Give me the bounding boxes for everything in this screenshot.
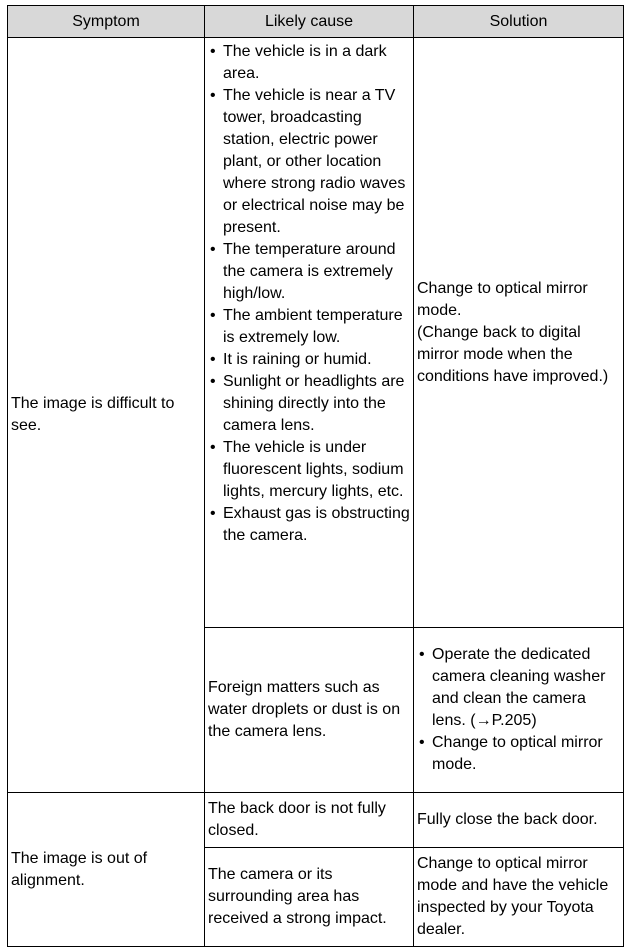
symptom-cell: The image is out of alignment. xyxy=(8,793,205,947)
list-item: • Sunlight or headlights are shining directly into the camera lens. xyxy=(208,371,410,437)
solution-cell: Fully close the back door. xyxy=(414,793,624,848)
list-item: • The ambient temperature is extremely low. xyxy=(208,305,410,349)
solution-text: Change to optical mirror mode. xyxy=(417,279,588,319)
troubleshooting-table xyxy=(7,5,624,947)
header-likely-cause: Likely cause xyxy=(205,6,414,38)
list-item: • The vehicle is in a dark area. xyxy=(208,41,410,85)
list-item: • It is raining or humid. xyxy=(208,349,410,371)
list-item: • The vehicle is under fluorescent lights, sodium lights, mercury lights, etc. xyxy=(208,437,410,503)
cause-cell: The back door is not fully closed. xyxy=(205,793,414,848)
cause-cell: The camera or its surrounding area has received a strong impact. xyxy=(205,848,414,947)
header-symptom: Symptom xyxy=(8,6,205,38)
solution-cell xyxy=(414,38,624,628)
solution-cell xyxy=(414,628,624,793)
list-item: • Exhaust gas is obstructing the camera. xyxy=(208,503,410,547)
table-row xyxy=(8,38,624,628)
cause-cell xyxy=(205,38,414,628)
table-row xyxy=(8,793,624,848)
header-solution: Solution xyxy=(414,6,624,38)
list-item: • The temperature around the camera is extremely high/low. xyxy=(208,239,410,305)
symptom-cell: The image is difficult to see. xyxy=(8,38,205,793)
cause-cell: Foreign matters such as water droplets or dust is on the camera lens. xyxy=(205,628,414,793)
list-item: • Operate the dedicated camera cleaning washer and clean the camera lens. (→P.205) xyxy=(417,644,620,732)
solution-note: (Change back to digital mirror mode when the conditions have improved.) xyxy=(417,323,609,385)
header-row xyxy=(8,6,624,38)
solution-list xyxy=(417,644,620,776)
solution-cell: Change to optical mirror mode and have the vehicle inspected by your Toyota dealer. xyxy=(414,848,624,947)
cause-list xyxy=(208,41,410,547)
list-item: • Change to optical mirror mode. xyxy=(417,732,620,776)
list-item: • The vehicle is near a TV tower, broadcasting station, electric power plant, or other location where strong radio waves or electrical noise may be present. xyxy=(208,85,410,239)
